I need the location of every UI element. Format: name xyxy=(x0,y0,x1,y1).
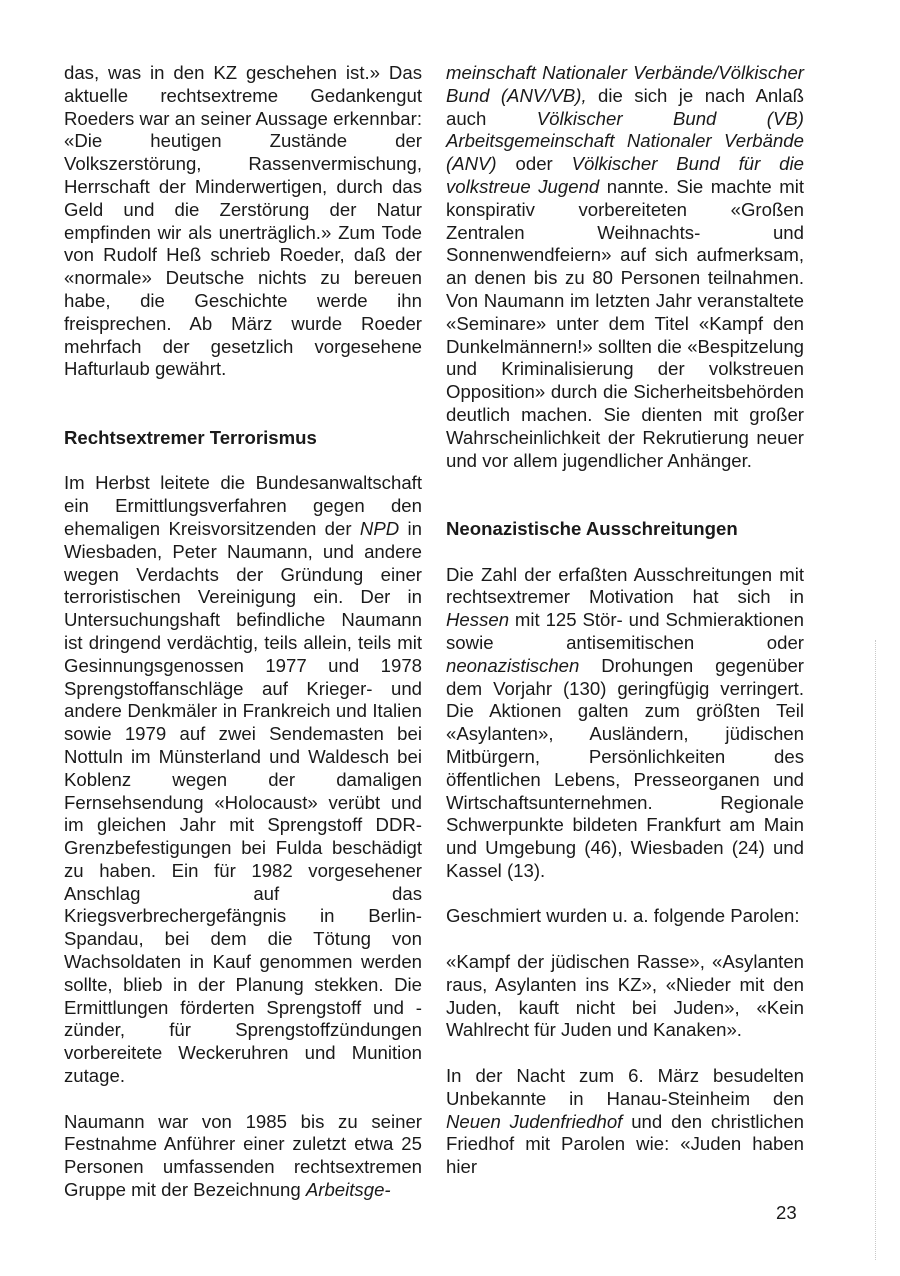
heading-terrorismus: Rechtsextremer Terrorismus xyxy=(64,426,317,448)
scan-edge-artifact xyxy=(875,640,877,1260)
paragraph-parolen: «Kampf der jüdischen Rasse», «Asylanten raus, Asylanten ins KZ», «Nieder mit den Juden, kauft nicht bei Juden», «Kein Wahlrecht für Juden und Kanaken». xyxy=(446,951,804,1041)
paragraph-geschmiert: Geschmiert wurden u. a. folgende Parolen: xyxy=(446,905,800,927)
paragraph-hanau: In der Nacht zum 6. März besudelten Unbekannte in Hanau-Steinheim den Neuen Judenfriedhof und den christlichen Friedhof mit Parolen wie: «Juden haben hier xyxy=(446,1065,804,1178)
paragraph-roeder: das, was in den KZ geschehen ist.» Das aktuelle rechtsextreme Gedankengut Roeders war an seiner Aussage erkennbar: «Die heutigen Zustände der Volkszerstörung, Rassenvermischung, Herrschaft der Minderwertigen, durch das Geld und die Zerstörung der Natur empfinden wir als unerträglich.» Zum Tode von Rudolf Heß schrieb Roeder, daß der «normale» Deutsche nichts zu bereuen habe, die Geschichte werde ihn freisprechen. Ab März wurde Roeder mehrfach der gesetzlich vorgesehene Hafturlaub gewährt. xyxy=(64,62,422,380)
heading-ausschreitungen: Neonazistische Ausschreitungen xyxy=(446,517,738,539)
paragraph-zahl: Die Zahl der erfaßten Ausschreitungen mit rechtsextremer Motivation hat sich in Hessen mit 125 Stör- und Schmieraktionen sowie antisemitischen oder neonazistischen Drohungen gegenüber dem Vorjahr (130) geringfügig verringert. Die Aktionen galten zum größten Teil «Asylanten», Ausländern, jüdischen Mitbürgern, Persönlichkeiten des öffentlichen Lebens, Presseorganen und Wirtschaftsunternehmen. Regionale Schwerpunkte bildeten Frankfurt am Main und Umgebung (46), Wiesbaden (24) und Kassel (13). xyxy=(446,563,804,881)
paragraph-anv-vb: meinschaft Nationaler Verbände/Völkischer Bund (ANV/VB), die sich je nach Anlaß auch Völkischer Bund (VB) Arbeitsgemeinschaft Nationaler Verbände (ANV) oder Völkischer Bund für die volkstreue Jugend nannte. Sie machte mit konspirativ vorbereiteten «Großen Zentralen Weihnachts- und Sonnenwendfeiern» auf sich aufmerksam, an denen bis zu 80 Personen teilnahmen. Von Naumann im letzten Jahr veranstaltete «Seminare» unter dem Titel «Kampf den Dunkelmännern!» sollten die «Bespitzelung und Kriminalisierung der volkstreuen Opposition» durch die Sicherheitsbehörden deutlich machen. Sie dienten mit großer Wahrscheinlichkeit der Rekrutierung neuer und vor allem jugendlicher Anhänger. xyxy=(446,62,805,471)
paragraph-naumann: Naumann war von 1985 bis zu seiner Festnahme Anführer einer zuletzt etwa 25 Personen umfassenden rechtsextremen Gruppe mit der Bezeichnung Arbeitsge- xyxy=(64,1110,422,1201)
left-column xyxy=(64,62,422,1202)
page-number: 23 xyxy=(776,1202,797,1223)
paragraph-ermittlung: Im Herbst leitete die Bundesanwaltschaft ein Ermittlungsverfahren gegen den ehemaligen Kreisvorsitzenden der NPD in Wiesbaden, Peter Naumann, und andere wegen Verdachts der Gründung einer terroristischen Vereinigung ein. Der in Untersuchungshaft befindliche Naumann ist dringend verdächtig, teils allein, teils mit Gesinnungsgenossen 1977 und 1978 Sprengstoffanschläge auf Krieger- und andere Denkmäler in Frankreich und Italien sowie 1979 auf zwei Sendemasten bei Nottuln im Münsterland und Waldesch bei Koblenz wegen der damaligen Fernsehsendung «Holocaust» verübt und im gleichen Jahr mit Sprengstoff DDR-Grenzbefestigungen bei Fulda beschädigt zu haben. Ein für 1982 vorgesehener Anschlag auf das Kriegsverbrechergefängnis in Berlin-Spandau, bei dem die Tötung von Wachsoldaten in Kauf genommen werden sollte, blieb in der Planung stekken. Die Ermittlungen förderten Sprengstoff und -zünder, für Sprengstoffzündungen vorbereitete Weckeruhren und Munition zutage. xyxy=(64,472,423,1087)
right-column xyxy=(446,62,804,1179)
